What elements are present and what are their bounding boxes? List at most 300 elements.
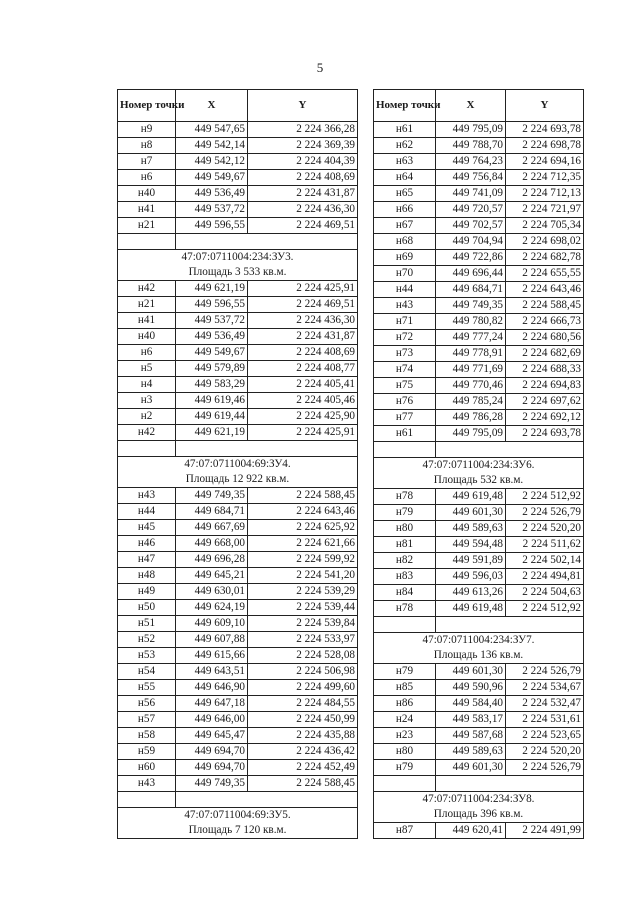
point-cell: н72	[374, 330, 436, 346]
y-cell: 2 224 539,84	[248, 616, 358, 632]
table-row	[118, 760, 358, 776]
table-row	[118, 297, 358, 313]
table-row	[118, 776, 358, 792]
x-cell: 449 596,55	[176, 297, 248, 313]
plot-header-cell	[118, 250, 358, 281]
y-cell: 2 224 405,46	[248, 393, 358, 409]
plot-header-row	[118, 457, 358, 488]
empty-cell	[436, 776, 584, 792]
table-row	[118, 393, 358, 409]
x-cell: 449 795,09	[436, 426, 506, 442]
point-cell: н75	[374, 378, 436, 394]
point-cell: н47	[118, 552, 176, 568]
x-cell: 449 537,72	[176, 313, 248, 329]
x-cell: 449 694,70	[176, 744, 248, 760]
table-row	[374, 680, 584, 696]
plot-header-cell	[374, 458, 584, 489]
empty-cell	[118, 441, 176, 457]
point-cell: н55	[118, 680, 176, 696]
blank-row	[374, 776, 584, 792]
empty-cell	[374, 442, 436, 458]
cadastral-number: 47:07:0711004:69:ЗУ4.	[184, 458, 291, 470]
point-cell: н79	[374, 505, 436, 521]
table-row	[374, 521, 584, 537]
point-cell: н85	[374, 680, 436, 696]
table-row	[118, 648, 358, 664]
point-cell: н52	[118, 632, 176, 648]
y-cell: 2 224 534,67	[506, 680, 584, 696]
point-cell: н44	[374, 282, 436, 298]
plot-header-cell	[374, 633, 584, 664]
table-row	[374, 489, 584, 505]
y-cell: 2 224 588,45	[248, 488, 358, 504]
y-cell: 2 224 369,39	[248, 138, 358, 154]
point-cell: н65	[374, 186, 436, 202]
plot-header-cell	[374, 792, 584, 823]
table-row	[374, 728, 584, 744]
point-cell: н62	[374, 138, 436, 154]
y-cell: 2 224 408,77	[248, 361, 358, 377]
y-cell: 2 224 499,60	[248, 680, 358, 696]
blank-row	[118, 441, 358, 457]
table-row	[118, 712, 358, 728]
x-cell: 449 601,30	[436, 505, 506, 521]
table-row	[118, 281, 358, 297]
y-cell: 2 224 526,79	[506, 664, 584, 680]
table-row	[118, 329, 358, 345]
y-cell: 2 224 643,46	[506, 282, 584, 298]
table-row	[118, 616, 358, 632]
point-cell: н66	[374, 202, 436, 218]
table-row	[374, 362, 584, 378]
x-cell: 449 704,94	[436, 234, 506, 250]
point-cell: н41	[118, 202, 176, 218]
x-cell: 449 795,09	[436, 122, 506, 138]
cadastral-number: 47:07:0711004:234:ЗУ6.	[422, 459, 535, 471]
y-cell: 2 224 405,41	[248, 377, 358, 393]
x-cell: 449 547,65	[176, 122, 248, 138]
point-cell: н54	[118, 664, 176, 680]
plot-area: Площадь 136 кв.м.	[433, 649, 524, 661]
x-cell: 449 749,35	[436, 298, 506, 314]
plot-header-row	[118, 808, 358, 839]
table-row	[374, 760, 584, 776]
empty-cell	[176, 441, 358, 457]
y-cell: 2 224 698,02	[506, 234, 584, 250]
point-cell: н51	[118, 616, 176, 632]
x-cell: 449 607,88	[176, 632, 248, 648]
point-cell: н67	[374, 218, 436, 234]
table-row	[374, 585, 584, 601]
point-cell: н21	[118, 218, 176, 234]
point-cell: н74	[374, 362, 436, 378]
x-cell: 449 696,28	[176, 552, 248, 568]
x-cell: 449 749,35	[176, 488, 248, 504]
x-cell: 449 589,63	[436, 521, 506, 537]
empty-cell	[436, 442, 584, 458]
table-row	[118, 552, 358, 568]
y-cell: 2 224 539,44	[248, 600, 358, 616]
x-cell: 449 786,28	[436, 410, 506, 426]
y-cell: 2 224 643,46	[248, 504, 358, 520]
x-cell: 449 620,41	[436, 823, 506, 839]
point-cell: н44	[118, 504, 176, 520]
y-cell: 2 224 502,14	[506, 553, 584, 569]
table-row	[374, 505, 584, 521]
x-cell: 449 788,70	[436, 138, 506, 154]
x-cell: 449 609,10	[176, 616, 248, 632]
y-cell: 2 224 712,35	[506, 170, 584, 186]
empty-cell	[374, 776, 436, 792]
x-cell: 449 684,71	[436, 282, 506, 298]
x-cell: 449 647,18	[176, 696, 248, 712]
y-cell: 2 224 688,33	[506, 362, 584, 378]
table-row	[118, 696, 358, 712]
point-cell: н48	[118, 568, 176, 584]
y-cell: 2 224 504,63	[506, 585, 584, 601]
y-cell: 2 224 425,90	[248, 409, 358, 425]
table-row	[374, 601, 584, 617]
y-cell: 2 224 588,45	[506, 298, 584, 314]
table-row	[374, 378, 584, 394]
table-row	[118, 680, 358, 696]
table-row	[118, 202, 358, 218]
plot-header-cell	[118, 808, 358, 839]
y-cell: 2 224 694,83	[506, 378, 584, 394]
column-header-point: Номер точки	[118, 90, 176, 122]
table-row	[118, 361, 358, 377]
point-cell: н42	[118, 425, 176, 441]
y-cell: 2 224 539,29	[248, 584, 358, 600]
point-cell: н73	[374, 346, 436, 362]
table-row	[374, 234, 584, 250]
y-cell: 2 224 452,49	[248, 760, 358, 776]
point-cell: н80	[374, 521, 436, 537]
y-cell: 2 224 436,42	[248, 744, 358, 760]
y-cell: 2 224 408,69	[248, 345, 358, 361]
x-cell: 449 694,70	[176, 760, 248, 776]
point-cell: н84	[374, 585, 436, 601]
y-cell: 2 224 436,30	[248, 313, 358, 329]
y-cell: 2 224 682,78	[506, 250, 584, 266]
x-cell: 449 667,69	[176, 520, 248, 536]
table-row	[374, 202, 584, 218]
y-cell: 2 224 698,78	[506, 138, 584, 154]
point-cell: н40	[118, 186, 176, 202]
y-cell: 2 224 511,62	[506, 537, 584, 553]
y-cell: 2 224 721,97	[506, 202, 584, 218]
x-cell: 449 646,90	[176, 680, 248, 696]
x-cell: 449 536,49	[176, 186, 248, 202]
coordinates-table-right	[373, 89, 584, 839]
blank-row	[118, 792, 358, 808]
y-cell: 2 224 712,13	[506, 186, 584, 202]
table-row	[374, 744, 584, 760]
y-cell: 2 224 526,79	[506, 760, 584, 776]
table-row	[374, 664, 584, 680]
y-cell: 2 224 541,20	[248, 568, 358, 584]
column-header-point: Номер точки	[374, 90, 436, 122]
x-cell: 449 756,84	[436, 170, 506, 186]
x-cell: 449 621,19	[176, 425, 248, 441]
x-cell: 449 630,01	[176, 584, 248, 600]
x-cell: 449 583,17	[436, 712, 506, 728]
x-cell: 449 696,44	[436, 266, 506, 282]
point-cell: н59	[118, 744, 176, 760]
y-cell: 2 224 425,91	[248, 281, 358, 297]
y-cell: 2 224 494,81	[506, 569, 584, 585]
table-row	[374, 122, 584, 138]
x-cell: 449 579,89	[176, 361, 248, 377]
y-cell: 2 224 469,51	[248, 218, 358, 234]
x-cell: 449 594,48	[436, 537, 506, 553]
x-cell: 449 785,24	[436, 394, 506, 410]
x-cell: 449 583,29	[176, 377, 248, 393]
table-row	[118, 664, 358, 680]
point-cell: н86	[374, 696, 436, 712]
table-row	[374, 410, 584, 426]
table-row	[118, 186, 358, 202]
x-cell: 449 643,51	[176, 664, 248, 680]
table-row	[118, 345, 358, 361]
x-cell: 449 601,30	[436, 760, 506, 776]
y-cell: 2 224 512,92	[506, 601, 584, 617]
point-cell: н43	[374, 298, 436, 314]
point-cell: н83	[374, 569, 436, 585]
x-cell: 449 590,96	[436, 680, 506, 696]
cadastral-number: 47:07:0711004:234:ЗУ3.	[181, 251, 294, 263]
table-row	[374, 823, 584, 839]
plot-header-row	[374, 633, 584, 664]
x-cell: 449 536,49	[176, 329, 248, 345]
point-cell: н70	[374, 266, 436, 282]
cadastral-number: 47:07:0711004:69:ЗУ5.	[184, 809, 291, 821]
x-cell: 449 591,89	[436, 553, 506, 569]
table-row	[118, 218, 358, 234]
plot-area: Площадь 532 кв.м.	[433, 474, 524, 486]
table-row	[374, 537, 584, 553]
table-row	[118, 520, 358, 536]
point-cell: н87	[374, 823, 436, 839]
table-row	[118, 584, 358, 600]
point-cell: н3	[118, 393, 176, 409]
x-cell: 449 621,19	[176, 281, 248, 297]
x-cell: 449 537,72	[176, 202, 248, 218]
x-cell: 449 619,44	[176, 409, 248, 425]
column-header-y: Y	[506, 90, 584, 122]
point-cell: н23	[374, 728, 436, 744]
x-cell: 449 780,82	[436, 314, 506, 330]
y-cell: 2 224 705,34	[506, 218, 584, 234]
x-cell: 449 619,46	[176, 393, 248, 409]
x-cell: 449 596,55	[176, 218, 248, 234]
table-row	[118, 600, 358, 616]
point-cell: н61	[374, 426, 436, 442]
y-cell: 2 224 469,51	[248, 297, 358, 313]
y-cell: 2 224 506,98	[248, 664, 358, 680]
point-cell: н58	[118, 728, 176, 744]
y-cell: 2 224 484,55	[248, 696, 358, 712]
table-row	[374, 266, 584, 282]
x-cell: 449 741,09	[436, 186, 506, 202]
column-header-x: X	[176, 90, 248, 122]
x-cell: 449 619,48	[436, 601, 506, 617]
table-row	[374, 170, 584, 186]
table-row	[374, 426, 584, 442]
table-row	[118, 504, 358, 520]
x-cell: 449 624,19	[176, 600, 248, 616]
point-cell: н60	[118, 760, 176, 776]
plot-area: Площадь 396 кв.м.	[433, 808, 524, 820]
x-cell: 449 668,00	[176, 536, 248, 552]
table-row	[374, 346, 584, 362]
point-cell: н79	[374, 760, 436, 776]
table-row	[118, 568, 358, 584]
table-row	[374, 218, 584, 234]
point-cell: н45	[118, 520, 176, 536]
table-row	[118, 154, 358, 170]
point-cell: н81	[374, 537, 436, 553]
point-cell: н41	[118, 313, 176, 329]
x-cell: 449 722,86	[436, 250, 506, 266]
y-cell: 2 224 531,61	[506, 712, 584, 728]
table-row	[118, 409, 358, 425]
table-row	[118, 536, 358, 552]
table-row	[374, 569, 584, 585]
empty-cell	[118, 234, 176, 250]
table-row	[374, 282, 584, 298]
point-cell: н6	[118, 170, 176, 186]
plot-header-row	[374, 792, 584, 823]
plot-header-row	[374, 458, 584, 489]
table-row	[374, 330, 584, 346]
point-cell: н24	[374, 712, 436, 728]
table-row	[118, 138, 358, 154]
column-header-y: Y	[248, 90, 358, 122]
point-cell: н79	[374, 664, 436, 680]
y-cell: 2 224 520,20	[506, 744, 584, 760]
point-cell: н56	[118, 696, 176, 712]
table-row	[374, 154, 584, 170]
x-cell: 449 549,67	[176, 170, 248, 186]
y-cell: 2 224 528,08	[248, 648, 358, 664]
x-cell: 449 596,03	[436, 569, 506, 585]
y-cell: 2 224 621,66	[248, 536, 358, 552]
y-cell: 2 224 450,99	[248, 712, 358, 728]
empty-cell	[176, 234, 358, 250]
plot-area: Площадь 12 922 кв.м.	[185, 473, 290, 485]
y-cell: 2 224 599,92	[248, 552, 358, 568]
column-header-x: X	[436, 90, 506, 122]
y-cell: 2 224 693,78	[506, 122, 584, 138]
coordinates-table-left	[117, 89, 358, 839]
table-row	[374, 553, 584, 569]
point-cell: н71	[374, 314, 436, 330]
point-cell: н9	[118, 122, 176, 138]
y-cell: 2 224 682,69	[506, 346, 584, 362]
y-cell: 2 224 680,56	[506, 330, 584, 346]
empty-cell	[436, 617, 584, 633]
point-cell: н53	[118, 648, 176, 664]
table-row	[118, 632, 358, 648]
point-cell: н80	[374, 744, 436, 760]
table-row	[374, 186, 584, 202]
point-cell: н64	[374, 170, 436, 186]
empty-cell	[118, 792, 176, 808]
y-cell: 2 224 666,73	[506, 314, 584, 330]
y-cell: 2 224 435,88	[248, 728, 358, 744]
x-cell: 449 702,57	[436, 218, 506, 234]
y-cell: 2 224 692,12	[506, 410, 584, 426]
point-cell: н43	[118, 488, 176, 504]
y-cell: 2 224 431,87	[248, 186, 358, 202]
x-cell: 449 615,66	[176, 648, 248, 664]
point-cell: н7	[118, 154, 176, 170]
x-cell: 449 589,63	[436, 744, 506, 760]
point-cell: н49	[118, 584, 176, 600]
x-cell: 449 684,71	[176, 504, 248, 520]
table-row	[374, 298, 584, 314]
x-cell: 449 542,12	[176, 154, 248, 170]
table-row	[374, 250, 584, 266]
plot-header-cell	[118, 457, 358, 488]
y-cell: 2 224 532,47	[506, 696, 584, 712]
cadastral-number: 47:07:0711004:234:ЗУ7.	[422, 634, 535, 646]
table-row	[118, 377, 358, 393]
blank-row	[374, 442, 584, 458]
y-cell: 2 224 366,28	[248, 122, 358, 138]
plot-area: Площадь 3 533 кв.м.	[188, 266, 287, 278]
x-cell: 449 584,40	[436, 696, 506, 712]
point-cell: н76	[374, 394, 436, 410]
point-cell: н77	[374, 410, 436, 426]
table-row	[374, 712, 584, 728]
y-cell: 2 224 431,87	[248, 329, 358, 345]
point-cell: н42	[118, 281, 176, 297]
table-row	[118, 170, 358, 186]
x-cell: 449 549,67	[176, 345, 248, 361]
x-cell: 449 542,14	[176, 138, 248, 154]
point-cell: н6	[118, 345, 176, 361]
x-cell: 449 771,69	[436, 362, 506, 378]
y-cell: 2 224 520,20	[506, 521, 584, 537]
blank-row	[118, 234, 358, 250]
y-cell: 2 224 693,78	[506, 426, 584, 442]
table-row	[118, 425, 358, 441]
y-cell: 2 224 436,30	[248, 202, 358, 218]
x-cell: 449 778,91	[436, 346, 506, 362]
empty-cell	[176, 792, 358, 808]
x-cell: 449 777,24	[436, 330, 506, 346]
point-cell: н78	[374, 489, 436, 505]
point-cell: н40	[118, 329, 176, 345]
point-cell: н21	[118, 297, 176, 313]
x-cell: 449 587,68	[436, 728, 506, 744]
y-cell: 2 224 523,65	[506, 728, 584, 744]
empty-cell	[374, 617, 436, 633]
y-cell: 2 224 491,99	[506, 823, 584, 839]
point-cell: н2	[118, 409, 176, 425]
x-cell: 449 601,30	[436, 664, 506, 680]
x-cell: 449 720,57	[436, 202, 506, 218]
point-cell: н4	[118, 377, 176, 393]
x-cell: 449 645,21	[176, 568, 248, 584]
y-cell: 2 224 408,69	[248, 170, 358, 186]
table-row	[118, 744, 358, 760]
blank-row	[374, 617, 584, 633]
x-cell: 449 764,23	[436, 154, 506, 170]
y-cell: 2 224 526,79	[506, 505, 584, 521]
